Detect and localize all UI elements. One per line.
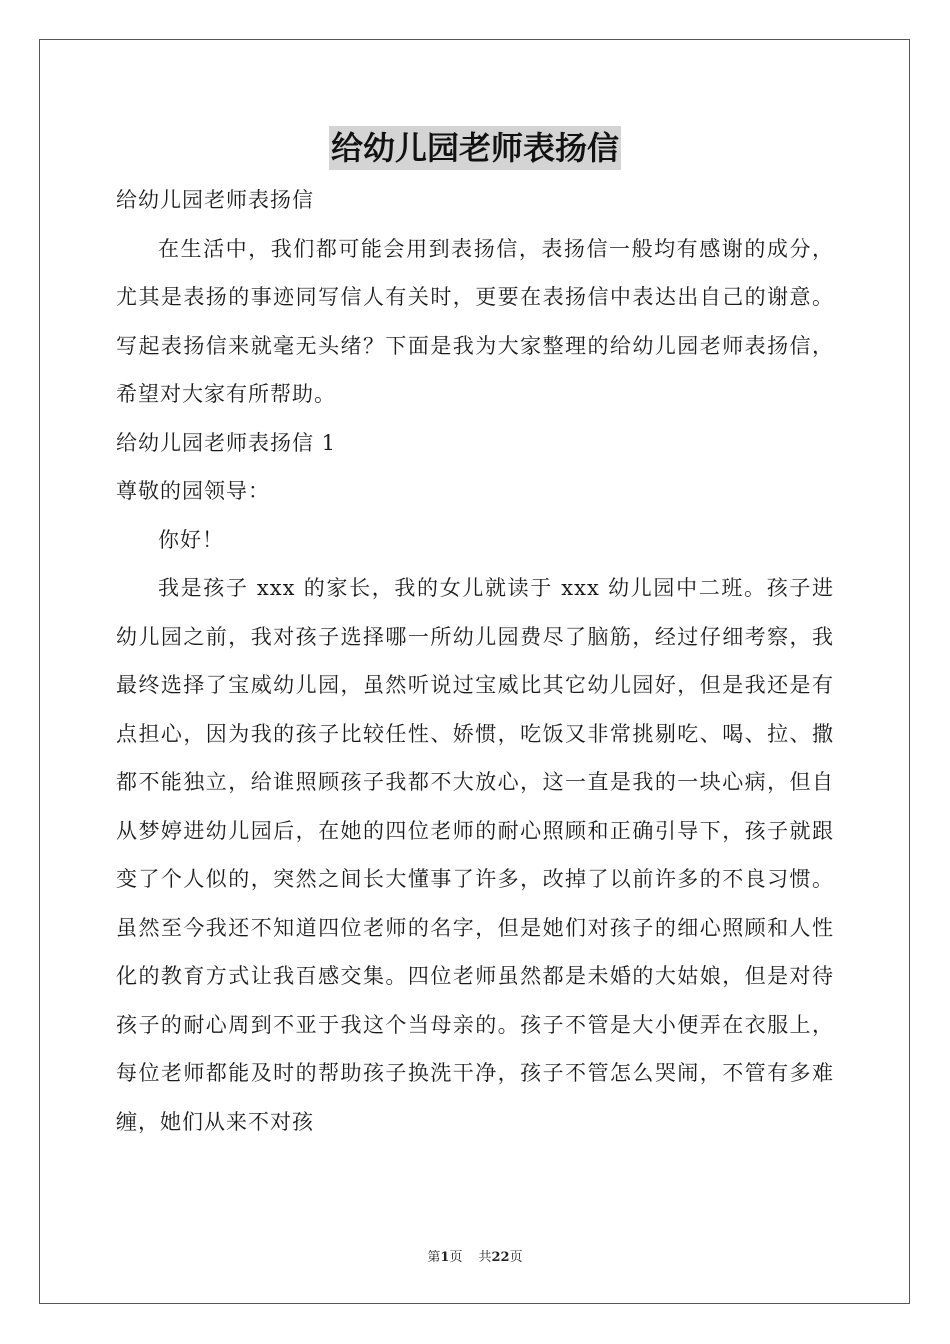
footer-page-current: 1 [440,1250,450,1265]
footer-page-suffix: 页 [449,1250,463,1265]
paragraph-letter-body: 我是孩子 xxx 的家长，我的女儿就读于 xxx 幼儿园中二班。孩子进幼儿园之前，我对孩子选择哪一所幼儿园费尽了脑筋，经过仔细考察，我最终选择了宝威幼儿园，虽然听说过宝威比其它幼儿园好，但是我还是有点担心，因为我的孩子比较任性、娇惯，吃饭又非常挑剔吃、喝、拉、撒都不能独立，给谁照顾孩子我都不大放心，这一直是我的一块心病，但自从梦婷进幼儿园后，在她的四位老师的耐心照顾和正确引导下，孩子就跟变了个人似的，突然之间长大懂事了许多，改掉了以前许多的不良习惯。虽然至今我还不知道四位老师的名字，但是她们对孩子的细心照顾和人性化的教育方式让我百感交集。四位老师虽然都是未婚的大姑娘，但是对待孩子的耐心周到不亚于我这个当母亲的。孩子不管是大小便弄在衣服上，每位老师都能及时的帮助孩子换洗干净，孩子不管怎么哭闹，不管有多难缠，她们从来不对孩 [116,576,834,1134]
paragraph-intro: 在生活中，我们都可能会用到表扬信，表扬信一般均有感谢的成分，尤其是表扬的事迹同写信人有关时，更要在表扬信中表达出自己的谢意。写起表扬信来就毫无头绪？下面是我为大家整理的给幼儿园老师表扬信，希望对大家有所帮助。 [116,236,834,406]
document-body [116,176,834,1146]
page-footer [0,1246,950,1265]
footer-total-suffix: 页 [509,1250,523,1265]
footer-total-prefix: 共 [478,1250,492,1265]
paragraph-salutation: 尊敬的园领导： [116,479,270,503]
footer-page-prefix: 第 [427,1250,441,1265]
paragraph-subtitle: 给幼儿园老师表扬信 [116,188,314,212]
document-title-text: 给幼儿园老师表扬信 [329,126,621,170]
paragraph-section-heading: 给幼儿园老师表扬信 1 [116,430,337,455]
document-title [0,126,950,170]
footer-page-total: 22 [491,1250,510,1265]
paragraph-greeting: 你好！ [158,527,224,552]
